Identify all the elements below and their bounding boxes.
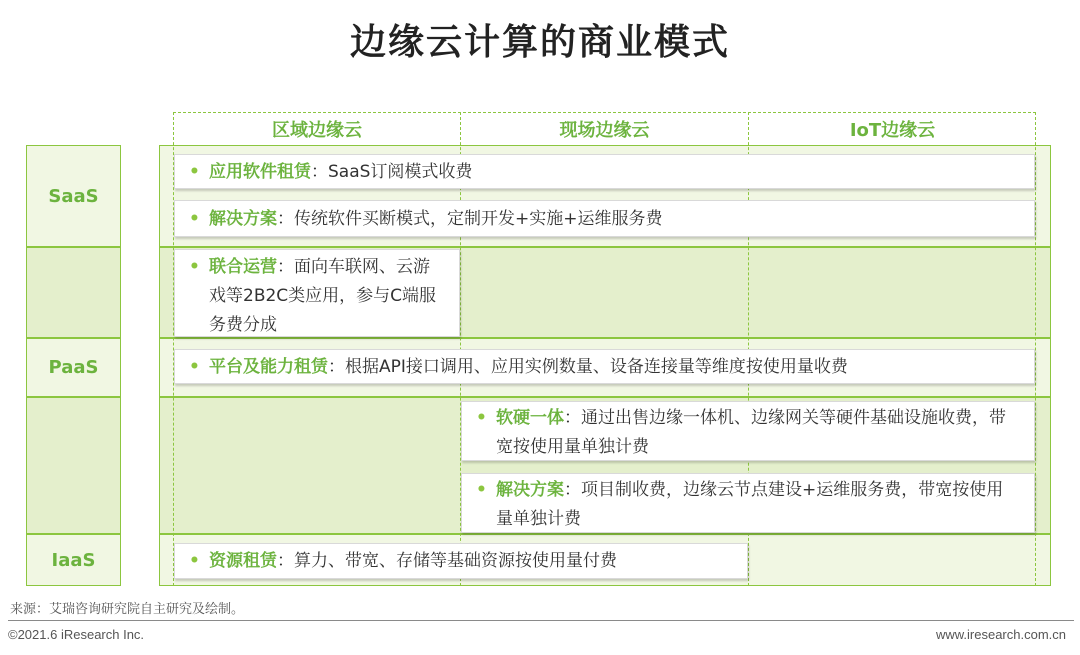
card-key: 平台及能力租赁 bbox=[209, 357, 328, 377]
bullet-icon: • bbox=[476, 408, 487, 428]
row-label-text: PaaS bbox=[48, 357, 99, 378]
footer-url: www.iresearch.com.cn bbox=[935, 627, 1066, 642]
row-label-text: IaaS bbox=[51, 549, 96, 571]
bullet-icon: • bbox=[189, 209, 200, 229]
row-label-iaas bbox=[26, 534, 121, 586]
source-note: 来源：艾瑞咨询研究院自主研究及绘制。 bbox=[10, 602, 245, 617]
row-label-paas bbox=[26, 338, 121, 397]
card-text: ：面向车联网、云游戏等2B2C类应用，参与C端服务费分成 bbox=[209, 257, 437, 335]
card-resource-rental bbox=[174, 543, 748, 579]
card-text: ：根据API接口调用、应用实例数量、设备连接量等维度按使用量收费 bbox=[328, 357, 848, 377]
column-header-onsite: 现场边缘云 bbox=[559, 120, 650, 141]
card-text: ：项目制收费，边缘云节点建设+运维服务费，带宽按使用量单独计费 bbox=[496, 480, 1004, 529]
bullet-icon: • bbox=[189, 257, 200, 277]
card-key: 解决方案 bbox=[496, 480, 564, 500]
bullet-icon: • bbox=[189, 357, 200, 377]
page-title: 边缘云计算的商业模式 bbox=[349, 22, 730, 63]
card-key: 应用软件租赁 bbox=[209, 162, 311, 182]
copyright: ©2021.6 iResearch Inc. bbox=[8, 627, 145, 642]
bullet-icon: • bbox=[189, 551, 200, 571]
card-text: ：算力、带宽、存储等基础资源按使用量付费 bbox=[277, 551, 617, 571]
bullet-icon: • bbox=[189, 162, 200, 182]
column-header-regional: 区域边缘云 bbox=[272, 120, 362, 141]
card-joint-operation bbox=[174, 249, 460, 337]
card-key: 资源租赁 bbox=[209, 551, 277, 571]
card-text: ：SaaS订阅模式收费 bbox=[311, 162, 473, 182]
row-label-blank bbox=[26, 247, 121, 338]
card-hardware-bundle bbox=[461, 401, 1035, 461]
card-text: ：传统软件买断模式，定制开发+实施+运维服务费 bbox=[277, 209, 663, 229]
card-key: 联合运营 bbox=[209, 257, 277, 277]
card-key: 解决方案 bbox=[209, 209, 277, 229]
row-label-saas bbox=[26, 145, 121, 247]
card-text: ：通过出售边缘一体机、边缘网关等硬件基础设施收费，带宽按使用量单独计费 bbox=[496, 408, 1006, 457]
card-key: 软硬一体 bbox=[496, 408, 564, 428]
card-app-software-rental bbox=[174, 154, 1035, 189]
row-label-blank bbox=[26, 397, 121, 534]
column-header-iot: IoT边缘云 bbox=[849, 120, 936, 141]
bullet-icon: • bbox=[476, 480, 487, 500]
card-platform-rental bbox=[174, 349, 1035, 384]
card-solution-saas bbox=[174, 200, 1035, 237]
row-label-text: SaaS bbox=[48, 185, 99, 207]
footer-divider bbox=[8, 620, 1074, 621]
card-solution-project bbox=[461, 473, 1035, 533]
